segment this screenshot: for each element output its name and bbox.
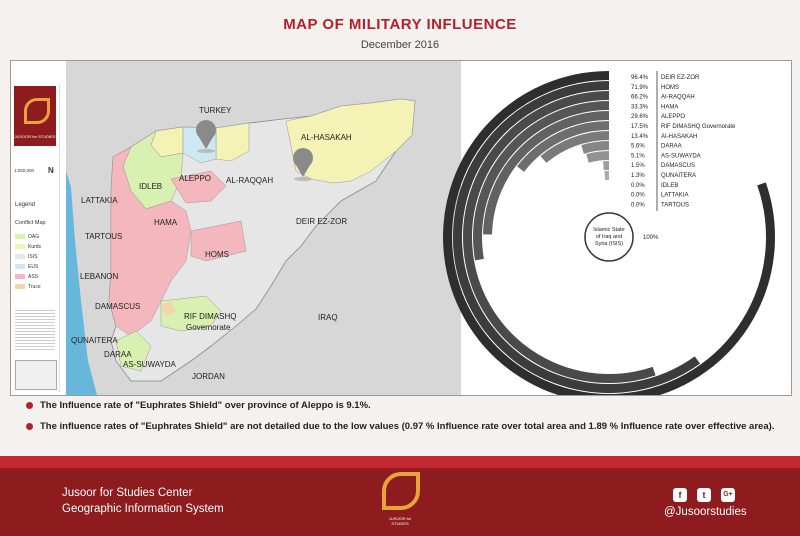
jusoor-logo bbox=[14, 86, 56, 146]
radial-center-label: Syria (ISIS) bbox=[594, 241, 624, 247]
radial-category-label: RIF DIMASHQ Governorate bbox=[661, 124, 736, 130]
label-lebanon: LEBANON bbox=[80, 272, 119, 281]
label-homs: HOMS bbox=[205, 250, 229, 259]
map-scale: 1:250,000 bbox=[14, 168, 35, 173]
label-damascus: DAMASCUS bbox=[95, 302, 141, 311]
radial-value-label: 33.3% bbox=[631, 104, 649, 111]
legend-item-label: EUS bbox=[28, 264, 39, 270]
footer-logo-mark bbox=[382, 472, 420, 510]
footer-handle[interactable]: @Jusoorstudies bbox=[664, 506, 747, 518]
radial-chart bbox=[447, 71, 770, 395]
legend-item-truce bbox=[15, 284, 41, 290]
legend-subheading: Conflict Map bbox=[15, 220, 46, 226]
label-al-hasakah: AL-HASAKAH bbox=[301, 133, 352, 142]
label-idleb: IDLEB bbox=[139, 182, 163, 191]
label-iraq: IRAQ bbox=[318, 313, 338, 322]
footer-logo bbox=[382, 468, 418, 526]
page-title: MAP OF MILITARY INFLUENCE bbox=[283, 16, 517, 33]
legend-item-label: OAG bbox=[28, 234, 40, 240]
map-frame bbox=[10, 60, 792, 396]
note-euphrates-shield: The influence rates of "Euphrates Shield" are not detailed due to the low values (0.97 % Influence rate over total area and 1.89 % Influence rate over effective area). bbox=[26, 421, 786, 433]
legend-item-oag bbox=[15, 234, 39, 240]
map-legend bbox=[12, 84, 60, 392]
legend-swatch bbox=[15, 244, 25, 249]
label-hama: HAMA bbox=[154, 218, 178, 227]
radial-category-label: LATTAKIA bbox=[661, 192, 689, 199]
label-al-raqqah: AL-RAQQAH bbox=[226, 176, 274, 185]
radial-center-label: Islamic State bbox=[593, 227, 625, 233]
radial-center-label: of Iraq and bbox=[595, 234, 623, 240]
label-daraa: DARAA bbox=[104, 350, 132, 359]
radial-value-label: 71.9% bbox=[631, 84, 649, 91]
radial-category-label: AI-HASAKAH bbox=[661, 133, 698, 140]
radial-bar-7 bbox=[583, 146, 609, 150]
legend-item-label: Kurds bbox=[28, 244, 42, 250]
legend-item-ass bbox=[15, 274, 38, 280]
legend-fine-print bbox=[15, 308, 55, 352]
radial-value-label: 0.0% bbox=[631, 192, 645, 199]
legend-item-label: ISIS bbox=[28, 254, 38, 260]
jusoor-logo-text: JUSOOR for STUDIES bbox=[14, 134, 56, 139]
footer-org-line1: Jusoor for Studies Center bbox=[62, 487, 193, 499]
radial-value-label: 17.5% bbox=[631, 124, 649, 130]
radial-category-label: HOMS bbox=[661, 84, 679, 91]
footer-logo-text: JUSOOR for STUDIES bbox=[388, 516, 412, 526]
legend-swatch bbox=[15, 254, 25, 259]
radial-category-label: AS-SUWAYDA bbox=[661, 153, 701, 160]
legend-swatch bbox=[15, 234, 25, 239]
legend-item-label: Truce bbox=[28, 284, 41, 290]
radial-value-label: 96.4% bbox=[631, 75, 649, 81]
radial-category-label: DEIR EZ-ZOR bbox=[661, 75, 700, 81]
label-lattakia: LATTAKIA bbox=[81, 196, 118, 205]
map-svg bbox=[11, 61, 791, 395]
radial-value-label: 5.1% bbox=[631, 153, 645, 160]
legend-item-isis bbox=[15, 254, 37, 260]
radial-value-label: 1.3% bbox=[631, 173, 645, 179]
label-deir-ez-zor: DEIR EZ-ZOR bbox=[296, 217, 348, 226]
radial-value-label: 13.4% bbox=[631, 133, 649, 140]
radial-category-label: QUNAITERA bbox=[661, 173, 697, 179]
footer-org-line2: Geographic Information System bbox=[62, 503, 224, 515]
radial-value-label: 0.0% bbox=[631, 182, 645, 189]
radial-category-label: AI-RAQQAH bbox=[661, 94, 695, 101]
google-plus-icon[interactable]: G+ bbox=[721, 488, 735, 502]
label-aleppo: ALEPPO bbox=[179, 174, 212, 183]
note-aleppo-influence: The Influence rate of "Euphrates Shield" over province of Aleppo is 9.1%. bbox=[26, 400, 786, 412]
radial-category-label: DARAA bbox=[661, 143, 682, 150]
legend-swatch bbox=[15, 274, 25, 279]
twitter-icon[interactable]: t bbox=[697, 488, 711, 502]
radial-total-label: 100% bbox=[643, 235, 659, 241]
label-jordan: JORDAN bbox=[192, 372, 225, 381]
locator-map bbox=[15, 360, 57, 390]
radial-value-label: 5.6% bbox=[631, 143, 645, 150]
radial-category-label: ALEPPO bbox=[661, 114, 686, 121]
label-turkey: TURKEY bbox=[199, 106, 232, 115]
label-rif-dimashq: RIF DIMASHQ bbox=[184, 312, 237, 321]
footer-stripe bbox=[0, 456, 800, 468]
legend-item-eus bbox=[15, 264, 38, 270]
radial-value-label: 0.0% bbox=[631, 202, 645, 209]
radial-category-label: IDLEB bbox=[661, 182, 679, 189]
facebook-icon[interactable]: f bbox=[673, 488, 687, 502]
jusoor-logo-mark bbox=[24, 98, 50, 124]
label-as-suwayda: AS-SUWAYDA bbox=[123, 360, 176, 369]
radial-value-label: 29.6% bbox=[631, 114, 649, 121]
radial-value-label: 1.5% bbox=[631, 163, 645, 170]
label-tartous: TARTOUS bbox=[85, 232, 123, 241]
legend-swatch bbox=[15, 284, 25, 289]
legend-item-label: ASS bbox=[28, 274, 39, 280]
label-qunaitera: QUNAITERA bbox=[71, 336, 118, 345]
notes-section bbox=[26, 400, 786, 442]
radial-category-label: HAMA bbox=[661, 104, 679, 111]
radial-category-label: DAMASCUS bbox=[661, 163, 696, 170]
legend-item-kurds bbox=[15, 244, 41, 250]
legend-swatch bbox=[15, 264, 25, 269]
page-subtitle: December 2016 bbox=[360, 39, 440, 51]
north-arrow: N bbox=[48, 166, 54, 175]
label-rif-dimashq-governorate: Governorate bbox=[186, 323, 231, 332]
radial-category-label: TARTOUS bbox=[661, 202, 690, 209]
radial-value-label: 66.2% bbox=[631, 94, 649, 101]
radial-bar-8 bbox=[587, 156, 609, 159]
legend-heading: Legend bbox=[15, 202, 36, 208]
